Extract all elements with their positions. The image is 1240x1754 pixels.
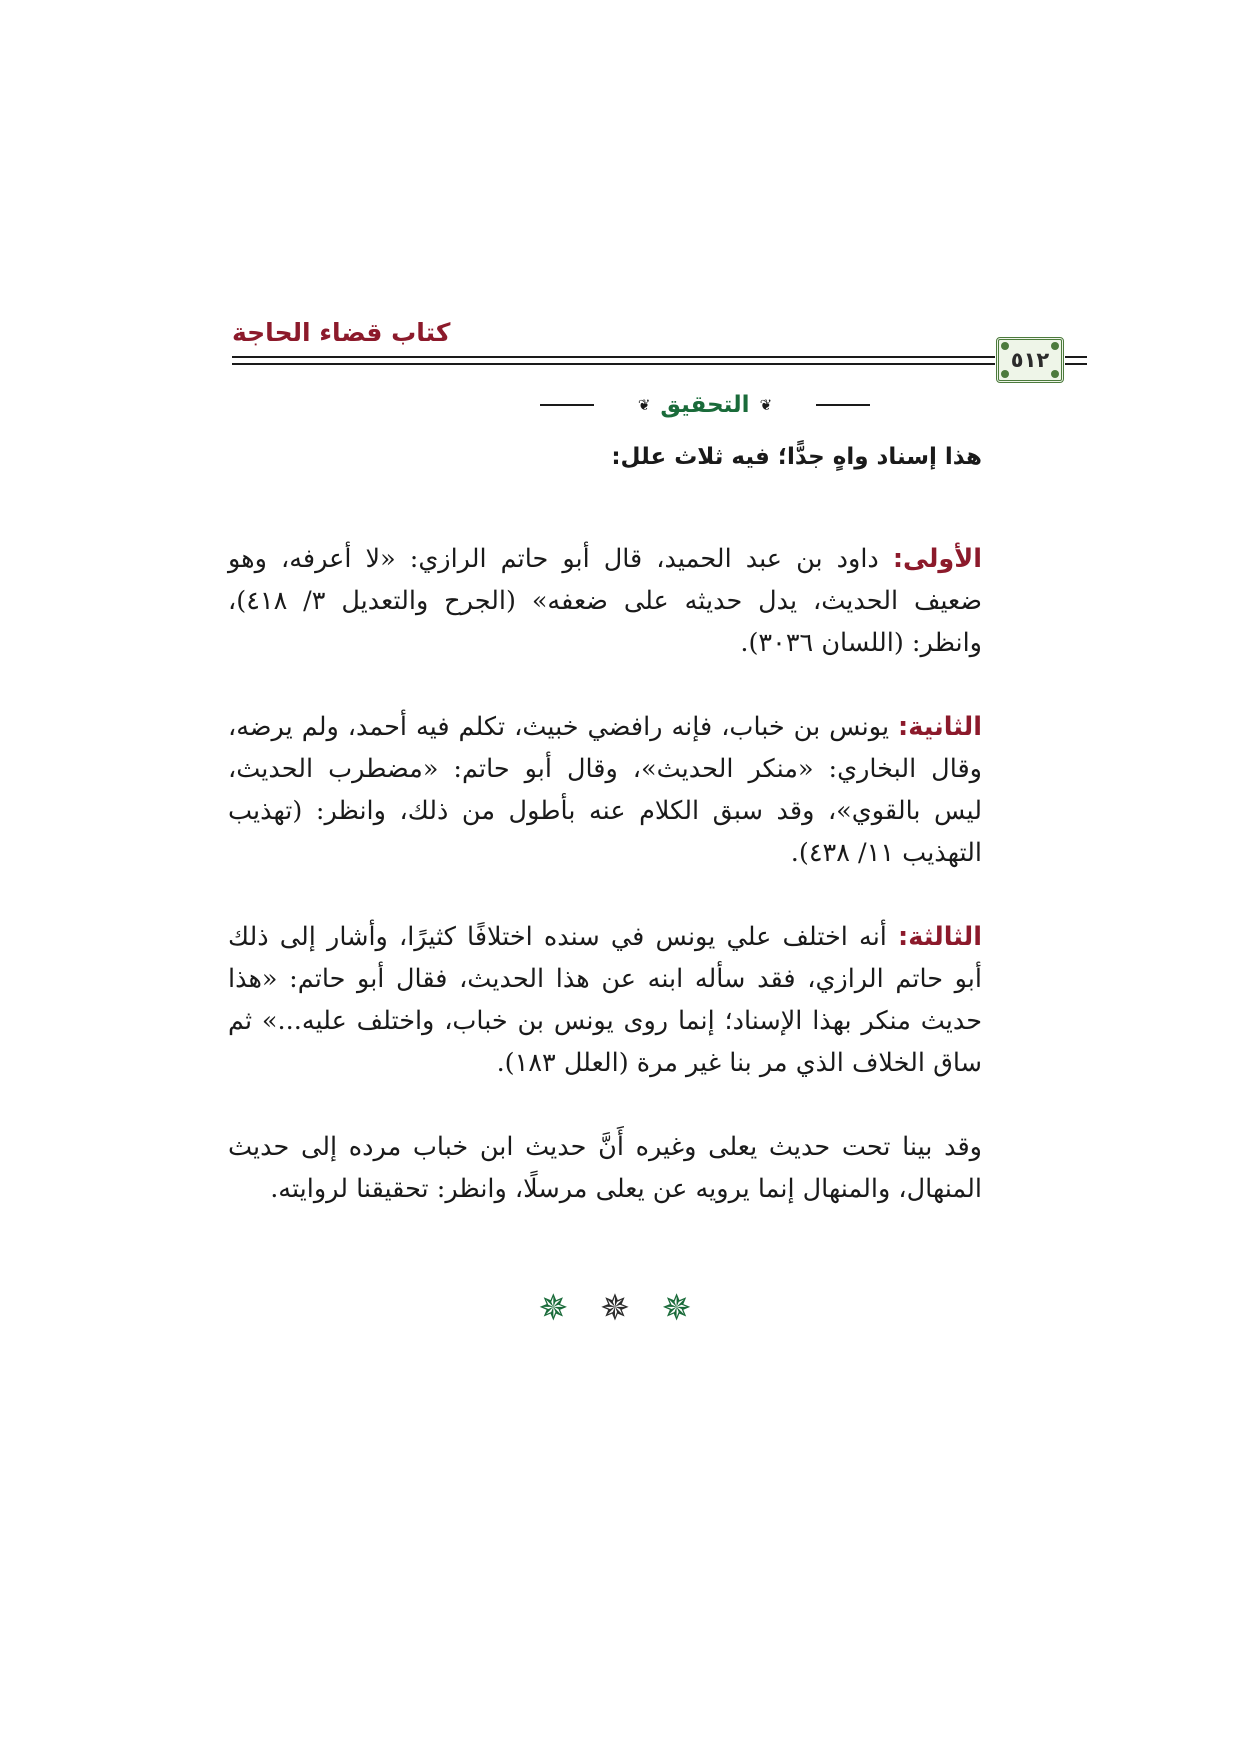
paragraph-second-defect xyxy=(228,706,982,874)
star-ornament-icon: ✵ xyxy=(599,1288,641,1329)
ornament-icon: ❦ xyxy=(759,396,773,414)
section-title: التحقيق xyxy=(660,392,750,418)
paragraph-text: داود بن عبد الحميد، قال أبو حاتم الرازي: «لا أعرفه، وهو ضعيف الحديث، يدل حديثه على ضعفه» (الجرح والتعديل ٣/ ٤١٨)، وانظر: (اللسان ٣٠٣٦). xyxy=(228,543,982,658)
section-divider-line xyxy=(816,404,870,406)
lead-sentence: هذا إسناد واهٍ جدًّا؛ فيه ثلاث علل: xyxy=(611,444,982,470)
star-ornament-icon: ✵ xyxy=(538,1288,579,1329)
header-rule xyxy=(232,363,995,365)
section-heading xyxy=(540,388,870,422)
page-number: ٥١٢ xyxy=(1010,348,1050,372)
frame-corner-ornament xyxy=(1051,370,1059,378)
paragraph-conclusion: وقد بينا تحت حديث يعلى وغيره أَنَّ حديث ابن خباب مرده إلى حديث المنهال، والمنهال إنما يرويه عن يعلى مرسلًا، وانظر: تحقيقنا لروايته. xyxy=(228,1131,982,1204)
defect-label: الثالثة: xyxy=(898,921,982,952)
paragraph-third-defect xyxy=(228,916,982,1084)
defect-label: الأولى: xyxy=(892,543,982,574)
paragraph-text: أنه اختلف علي يونس في سنده اختلافًا كثيرًا، وأشار إلى ذلك أبو حاتم الرازي، فقد سأله ابنه عن هذا الحديث، فقال أبو حاتم: «هذا حديث منكر بهذا الإسناد؛ إنما روى يونس بن خباب، واختلف عليه...» ثم ساق الخلاف الذي مر بنا غير مرة (العلل ١٨٣). xyxy=(228,921,982,1078)
book-title: كتاب قضاء الحاجة xyxy=(232,318,451,347)
header-rule xyxy=(232,356,995,358)
end-ornament xyxy=(520,1288,720,1329)
paragraph-text: يونس بن خباب، فإنه رافضي خبيث، تكلم فيه أحمد، ولم يرضه، وقال البخاري: «منكر الحديث»، وقال أبو حاتم: «مضطرب الحديث، ليس بالقوي»، وقد سبق الكلام عنه بأطول من ذلك، وانظر: (تهذيب التهذيب ١١/ ٤٣٨). xyxy=(228,711,982,868)
frame-corner-ornament xyxy=(1001,370,1009,378)
paragraph-first-defect xyxy=(228,538,982,664)
frame-corner-ornament xyxy=(1051,342,1059,350)
page-number-frame xyxy=(996,337,1064,383)
defect-label: الثانية: xyxy=(898,711,982,742)
header-rule xyxy=(1065,356,1087,358)
frame-corner-ornament xyxy=(1001,342,1009,350)
ornament-icon: ❦ xyxy=(637,396,651,414)
star-ornament-icon: ✵ xyxy=(661,1288,702,1329)
header-rule xyxy=(1065,363,1087,365)
section-divider-line xyxy=(540,404,594,406)
